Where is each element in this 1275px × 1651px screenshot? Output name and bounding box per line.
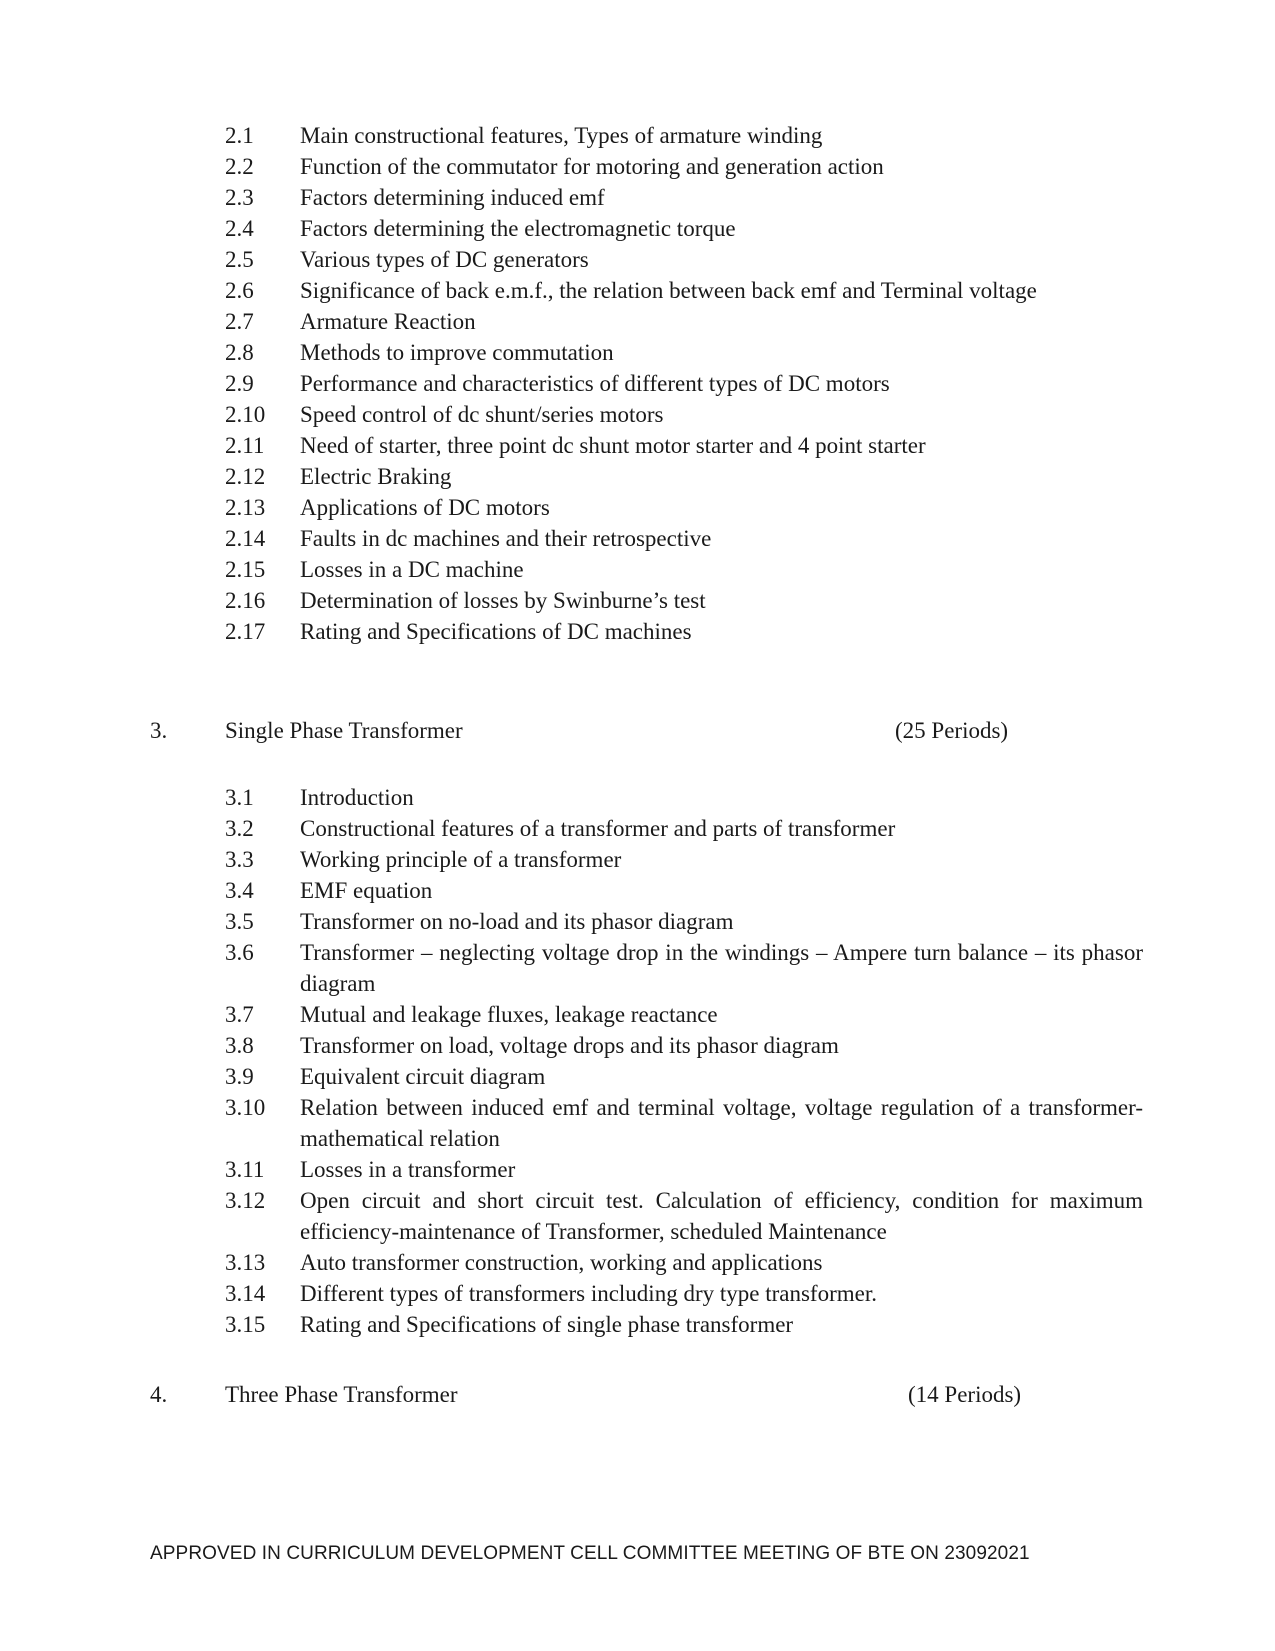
item-text: Equivalent circuit diagram (300, 1064, 546, 1089)
item-text: Applications of DC motors (300, 495, 550, 520)
section-title: Single Phase Transformer (225, 718, 463, 743)
item-text: EMF equation (300, 878, 433, 903)
item-text: Function of the commutator for motoring and generation action (300, 154, 884, 179)
item-text: Constructional features of a transformer and parts of transformer (300, 816, 896, 841)
item-number: 2.4 (225, 216, 254, 241)
list-item (0, 1092, 1275, 1154)
item-number: 2.10 (225, 402, 266, 427)
item-number: 2.9 (225, 371, 254, 396)
item-text: Faults in dc machines and their retrospective (300, 526, 712, 551)
list-item (0, 844, 1275, 875)
list-item (0, 616, 1275, 647)
item-text: Factors determining induced emf (300, 185, 605, 210)
list-item (0, 937, 1275, 999)
item-text: Working principle of a transformer (300, 847, 622, 872)
item-text: Mutual and leakage fluxes, leakage reactance (300, 1002, 718, 1027)
item-text: Losses in a DC machine (300, 557, 524, 582)
section-4-heading (0, 1379, 1275, 1410)
item-number: 2.5 (225, 247, 254, 272)
section-number: 3. (150, 718, 168, 743)
list-item (0, 244, 1275, 275)
list-item (0, 813, 1275, 844)
item-text: Transformer on load, voltage drops and its phasor diagram (300, 1033, 839, 1058)
list-item (0, 492, 1275, 523)
list-item (0, 275, 1275, 306)
section-title: Three Phase Transformer (225, 1382, 458, 1407)
section-periods: (14 Periods) (908, 1382, 1022, 1407)
item-text: Rating and Specifications of DC machines (300, 619, 692, 644)
item-number: 2.14 (225, 526, 266, 551)
list-item (0, 1185, 1275, 1247)
item-number: 3.6 (225, 940, 254, 965)
list-item (0, 306, 1275, 337)
list-item (0, 906, 1275, 937)
list-item (0, 151, 1275, 182)
item-number: 2.16 (225, 588, 266, 613)
item-text: Transformer – neglecting voltage drop in the windings – Ampere turn balance – its phasor diagram (300, 940, 1143, 996)
list-item (0, 182, 1275, 213)
item-number: 2.15 (225, 557, 266, 582)
item-number: 3.15 (225, 1312, 266, 1337)
item-text: Methods to improve commutation (300, 340, 614, 365)
list-item (0, 368, 1275, 399)
item-text: Main constructional features, Types of armature winding (300, 123, 823, 148)
item-text: Speed control of dc shunt/series motors (300, 402, 664, 427)
item-text: Need of starter, three point dc shunt motor starter and 4 point starter (300, 433, 926, 458)
list-item (0, 337, 1275, 368)
list-item (0, 461, 1275, 492)
item-number: 3.9 (225, 1064, 254, 1089)
item-text: Losses in a transformer (300, 1157, 516, 1182)
list-item (0, 875, 1275, 906)
item-number: 3.12 (225, 1188, 266, 1213)
item-number: 2.2 (225, 154, 254, 179)
item-text: Significance of back e.m.f., the relation between back emf and Terminal voltage (300, 278, 1037, 303)
list-item (0, 120, 1275, 151)
item-number: 3.3 (225, 847, 254, 872)
item-number: 2.17 (225, 619, 266, 644)
item-number: 2.7 (225, 309, 254, 334)
item-text: Electric Braking (300, 464, 452, 489)
item-number: 2.3 (225, 185, 254, 210)
list-item (0, 1278, 1275, 1309)
approval-footer: APPROVED IN CURRICULUM DEVELOPMENT CELL COMMITTEE MEETING OF BTE ON 23092021 (150, 1543, 1030, 1564)
list-item (0, 782, 1275, 813)
item-number: 2.13 (225, 495, 266, 520)
item-text: Various types of DC generators (300, 247, 589, 272)
item-text: Factors determining the electromagnetic torque (300, 216, 736, 241)
item-text: Performance and characteristics of different types of DC motors (300, 371, 890, 396)
item-number: 2.12 (225, 464, 266, 489)
list-item (0, 1061, 1275, 1092)
list-item (0, 1030, 1275, 1061)
list-item (0, 585, 1275, 616)
item-number: 3.8 (225, 1033, 254, 1058)
list-item (0, 430, 1275, 461)
item-number: 2.6 (225, 278, 254, 303)
list-item (0, 213, 1275, 244)
section-3-list (0, 782, 1275, 1340)
section-number: 4. (150, 1382, 168, 1407)
section-3-heading (0, 715, 1275, 746)
item-text: Rating and Specifications of single phase transformer (300, 1312, 794, 1337)
list-item (0, 999, 1275, 1030)
item-text: Different types of transformers including dry type transformer. (300, 1281, 877, 1306)
item-number: 3.4 (225, 878, 254, 903)
list-item (0, 1154, 1275, 1185)
list-item (0, 554, 1275, 585)
item-number: 3.10 (225, 1095, 266, 1120)
list-item (0, 399, 1275, 430)
item-text: Auto transformer construction, working and applications (300, 1250, 823, 1275)
item-text: Introduction (300, 785, 414, 810)
list-item (0, 523, 1275, 554)
section-periods: (25 Periods) (895, 718, 1009, 743)
list-item (0, 1309, 1275, 1340)
item-text: Transformer on no-load and its phasor diagram (300, 909, 734, 934)
item-number: 3.14 (225, 1281, 266, 1306)
item-text: Armature Reaction (300, 309, 476, 334)
list-item (0, 1247, 1275, 1278)
item-number: 3.1 (225, 785, 254, 810)
item-number: 2.8 (225, 340, 254, 365)
item-number: 2.11 (225, 433, 265, 458)
item-number: 3.2 (225, 816, 254, 841)
item-number: 3.7 (225, 1002, 254, 1027)
item-number: 3.5 (225, 909, 254, 934)
item-number: 2.1 (225, 123, 254, 148)
item-text: Determination of losses by Swinburne’s test (300, 588, 706, 613)
item-text: Relation between induced emf and terminal voltage, voltage regulation of a transformer- mathematical relation (300, 1095, 1143, 1151)
section-2-list (0, 120, 1275, 647)
item-number: 3.11 (225, 1157, 265, 1182)
item-text: Open circuit and short circuit test. Calculation of efficiency, condition for maximum efficiency-maintenance of Transformer, scheduled Maintenance (300, 1188, 1143, 1244)
item-number: 3.13 (225, 1250, 266, 1275)
